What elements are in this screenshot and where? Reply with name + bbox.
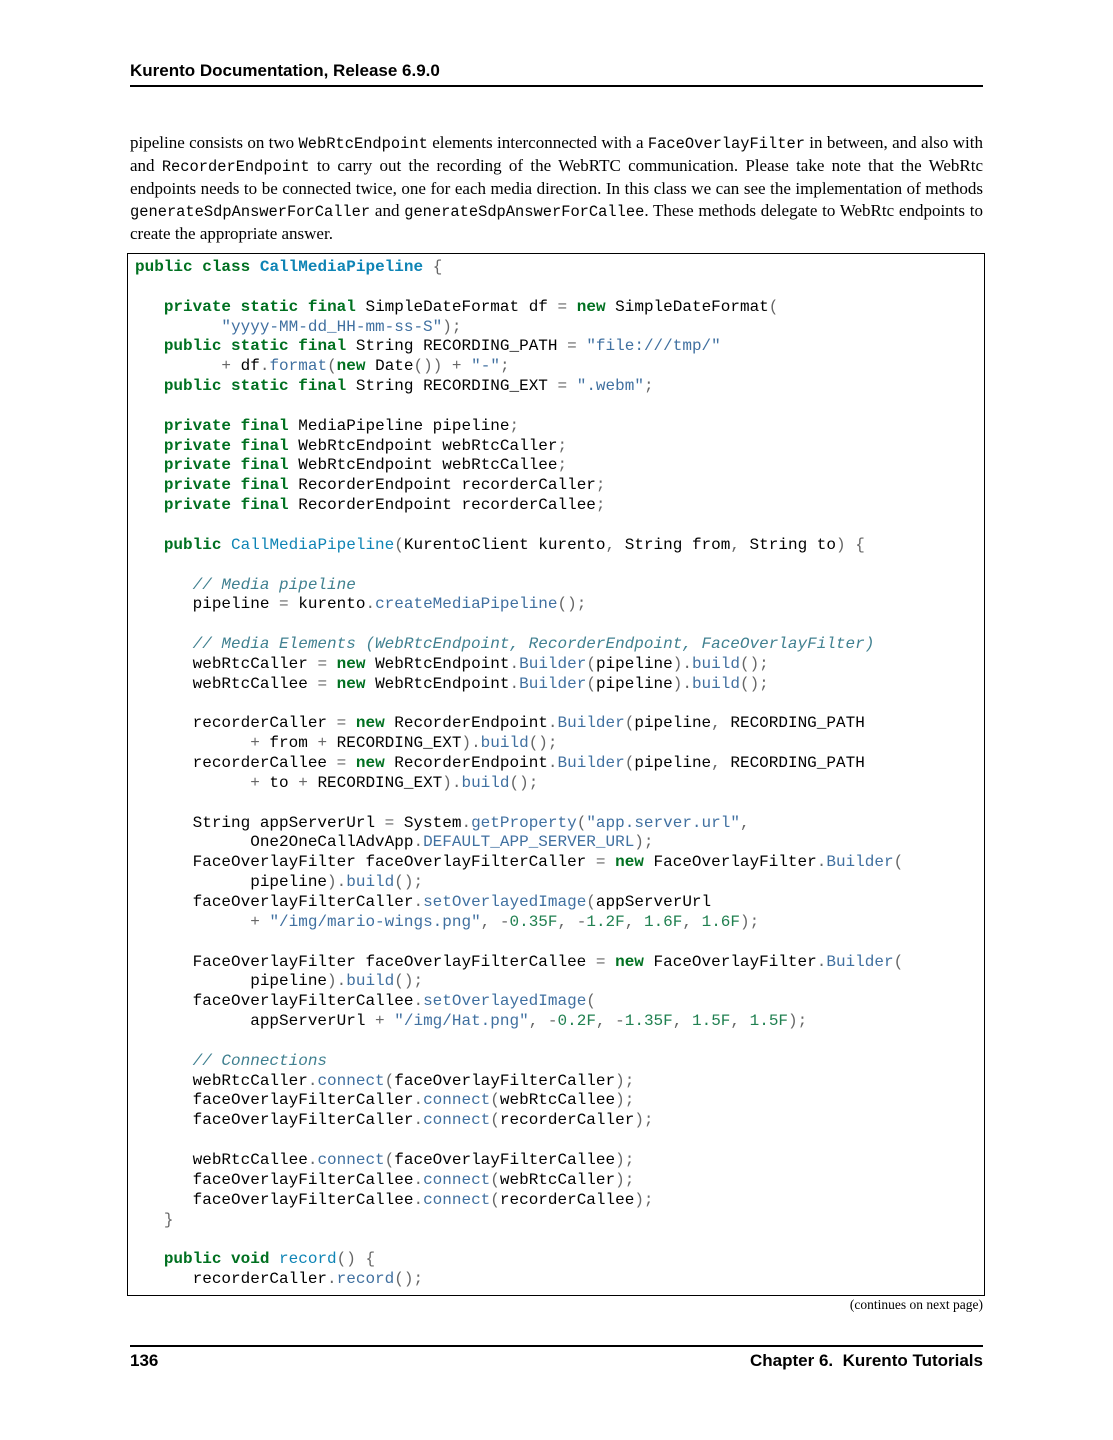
code-line: private final RecorderEndpoint recorderCaller; xyxy=(163,476,606,495)
code-line: webRtcCaller = new WebRtcEndpoint.Builder(pipeline).build(); xyxy=(135,654,769,673)
inline-code: WebRtcEndpoint xyxy=(298,135,428,153)
code-line: webRtcCaller.connect(faceOverlayFilterCaller); xyxy=(135,1071,635,1090)
code-line xyxy=(135,933,976,953)
code-line: private final RecorderEndpoint recorderCallee; xyxy=(163,496,606,515)
code-line: appServerUrl + "/img/Hat.png", -0.2F, -1.35F, 1.5F, 1.5F); xyxy=(135,1012,808,1031)
code-line: private final WebRtcEndpoint webRtcCaller; xyxy=(163,436,568,455)
code-line: + "/img/mario-wings.png", -0.35F, -1.2F, 1.6F, 1.6F); xyxy=(250,912,760,931)
code-line: pipeline = kurento.createMediaPipeline(); xyxy=(135,595,587,614)
code-line: webRtcCallee = new WebRtcEndpoint.Builder(pipeline).build(); xyxy=(135,674,769,693)
code-line xyxy=(135,1032,976,1052)
code-line: public CallMediaPipeline(KurentoClient kurento, String from, String to) { xyxy=(163,535,865,554)
code-line xyxy=(135,397,976,417)
code-line: public class CallMediaPipeline { xyxy=(135,258,443,276)
code-line: public static final String RECORDING_EXT = ".webm"; xyxy=(163,377,654,396)
code-line xyxy=(135,516,976,536)
code-line: private static final SimpleDateFormat df = new SimpleDateFormat( xyxy=(163,297,779,316)
inline-code: FaceOverlayFilter xyxy=(647,135,805,153)
code-line: pipeline).build(); xyxy=(135,972,424,991)
code-block xyxy=(127,253,985,1296)
code-line xyxy=(135,1131,976,1151)
code-line: faceOverlayFilterCallee.connect(recorderCallee); xyxy=(135,1190,654,1209)
footer-rule xyxy=(130,1345,983,1347)
code-line: faceOverlayFilterCallee.connect(webRtcCaller); xyxy=(135,1170,635,1189)
inline-code: generateSdpAnswerForCaller xyxy=(130,203,371,221)
continues-note: (continues on next page) xyxy=(849,1297,983,1312)
code-line: pipeline).build(); xyxy=(135,873,424,892)
code-line: "yyyy-MM-dd_HH-mm-ss-S"); xyxy=(221,317,462,336)
code-line: faceOverlayFilterCaller.connect(recorderCaller); xyxy=(135,1111,654,1130)
code-line: webRtcCallee.connect(faceOverlayFilterCallee); xyxy=(135,1150,635,1169)
code-line: public static final String RECORDING_PATH = "file:///tmp/" xyxy=(163,337,721,356)
code-line: faceOverlayFilterCaller.setOverlayedImage(appServerUrl xyxy=(135,893,712,911)
code-line: + from + RECORDING_EXT).build(); xyxy=(250,734,558,753)
code-line: faceOverlayFilterCaller.connect(webRtcCallee); xyxy=(135,1091,635,1110)
code-line: faceOverlayFilterCallee.setOverlayedImage( xyxy=(135,992,596,1011)
code-line: + to + RECORDING_EXT).build(); xyxy=(250,773,539,792)
code-line: String appServerUrl = System.getProperty("app.server.url", xyxy=(135,813,750,832)
footer-chapter-title: Chapter 6. Kurento Tutorials xyxy=(750,1351,983,1370)
code-line: FaceOverlayFilter faceOverlayFilterCallee = new FaceOverlayFilter.Builder( xyxy=(135,952,904,971)
code-line xyxy=(135,556,976,576)
intro-paragraph: pipeline consists on two WebRtcEndpoint elements interconnected with a FaceOverlayFilter in between, and also with and RecorderEndpoint to carry out the recording of the WebRTC communication. Please take note that the WebRtc endpoints needs to be connected twice, one for each media direction. In this class we can see the implementation of methods generateSdpAnswerForCaller and generateSdpAnswerForCallee. These methods delegate to WebRtc endpoints to create the appropriate answer. xyxy=(130,133,984,243)
code-line xyxy=(135,615,976,635)
code-line: // Media Elements (WebRtcEndpoint, RecorderEndpoint, FaceOverlayFilter) xyxy=(192,635,875,654)
inline-code: RecorderEndpoint xyxy=(161,158,310,176)
header-title: Kurento Documentation, Release 6.9.0 xyxy=(130,61,440,80)
header-rule xyxy=(130,85,983,87)
code-line: public void record() { xyxy=(163,1250,376,1269)
code-line: // Connections xyxy=(192,1051,328,1070)
code-line xyxy=(135,695,976,715)
code-line: // Media pipeline xyxy=(192,575,356,594)
code-line: + df.format(new Date()) + "-"; xyxy=(221,357,510,376)
code-line xyxy=(135,1230,976,1250)
code-line: One2OneCallAdvApp.DEFAULT_APP_SERVER_URL); xyxy=(135,833,654,852)
code-line: private final WebRtcEndpoint webRtcCallee; xyxy=(163,456,568,475)
code-line: FaceOverlayFilter faceOverlayFilterCaller = new FaceOverlayFilter.Builder( xyxy=(135,853,904,872)
code-line: recorderCaller.record(); xyxy=(135,1270,424,1289)
code-line: } xyxy=(163,1210,174,1229)
footer-page-number: 136 xyxy=(130,1351,159,1370)
inline-code: generateSdpAnswerForCallee xyxy=(404,203,645,221)
code-line: recorderCaller = new RecorderEndpoint.Builder(pipeline, RECORDING_PATH xyxy=(135,714,865,733)
code-line xyxy=(135,278,976,298)
code-line: private final MediaPipeline pipeline; xyxy=(163,416,520,435)
code-line xyxy=(135,794,976,814)
code-line: recorderCallee = new RecorderEndpoint.Builder(pipeline, RECORDING_PATH xyxy=(135,754,865,773)
